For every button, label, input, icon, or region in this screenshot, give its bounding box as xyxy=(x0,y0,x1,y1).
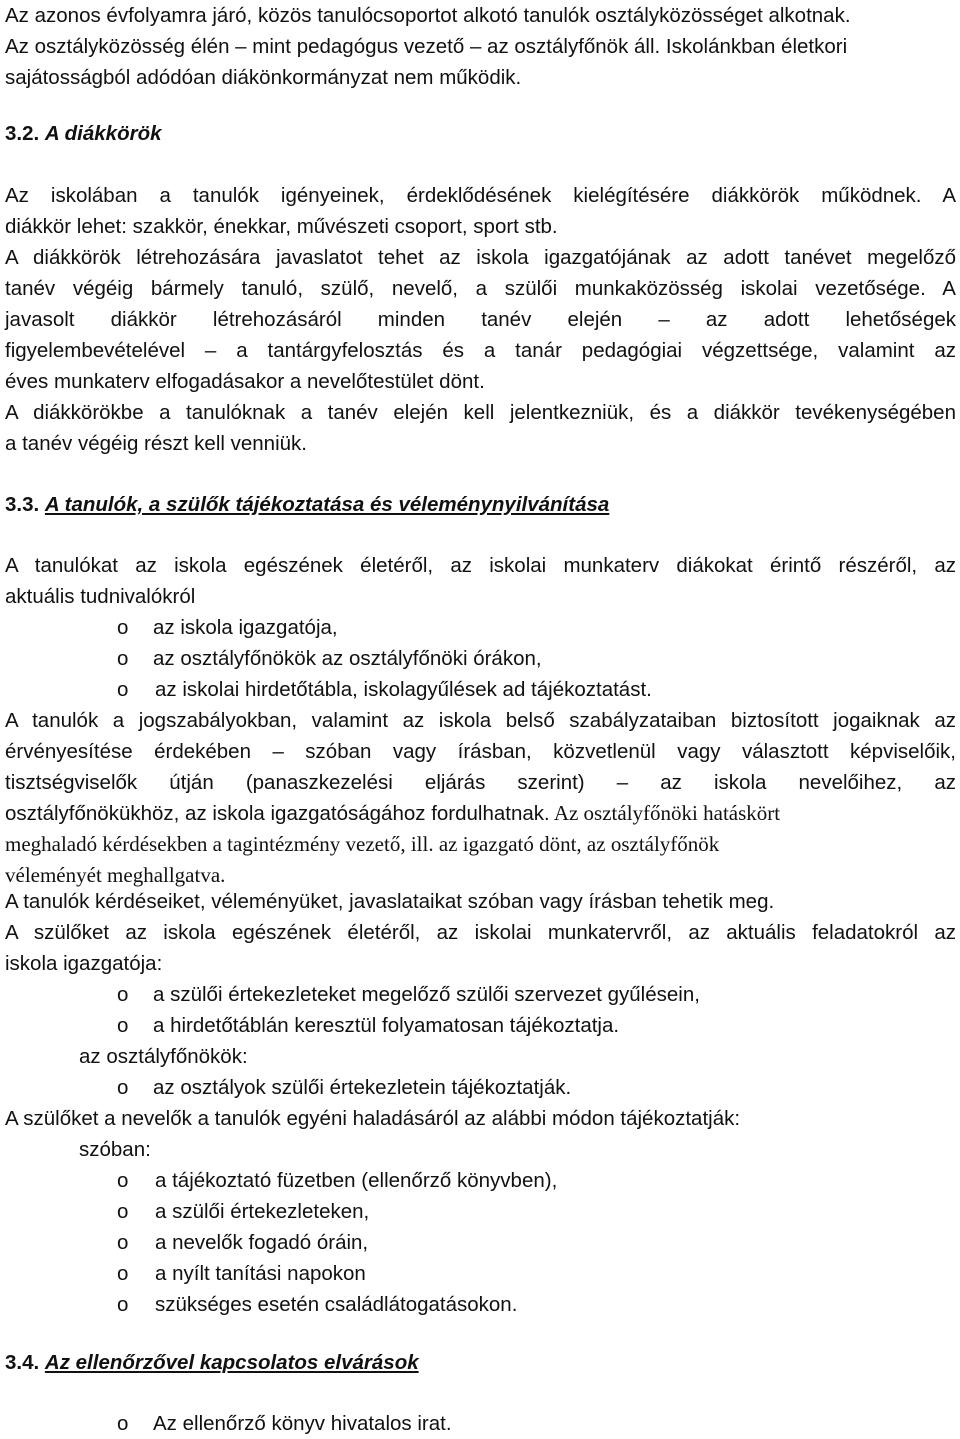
paragraph-line: A szülőket a nevelők a tanulók egyéni haladásáról az alábbi módon tájékoztatják: xyxy=(5,1107,741,1130)
paragraph-line: meghaladó kérdésekben a tagintézmény vezető, ill. az igazgató dönt, az osztályfőnök xyxy=(5,832,720,856)
bullet-marker: o xyxy=(117,1200,129,1223)
bullet-marker: o xyxy=(117,678,129,701)
list-item: o a szülői értekezleteket megelőző szülői szervezet gyűlésein, xyxy=(117,979,817,1010)
section-number: 3.4. xyxy=(5,1351,40,1374)
bullet-marker: o xyxy=(117,1014,129,1037)
paragraph-line: A tanulók kérdéseiket, véleményüket, javaslataikat szóban vagy írásban tehetik meg. xyxy=(5,890,775,913)
section-heading-3-4 xyxy=(5,1347,956,1378)
paragraph-line: sajátosságból adódóan diákönkormányzat nem működik. xyxy=(5,66,522,89)
section-title: A tanulók, a szülők tájékoztatása és véleménynyilvánítása xyxy=(44,493,610,516)
bullet-marker: o xyxy=(117,1076,129,1099)
paragraph-line: a tanév végéig részt kell venniük. xyxy=(5,432,307,455)
paragraph-line: A tanulók a jogszabályokban, valamint az iskola belső szabályzataiban biztosított jogaiknak az xyxy=(5,709,956,732)
section-heading-3-2 xyxy=(5,118,956,149)
paragraph-line-mixed: osztályfőnökükhöz, az iskola igazgatóságához fordulhatnak. Az osztályfőnöki hatáskört xyxy=(5,801,781,825)
bullet-marker: o xyxy=(117,1169,129,1192)
list-item: o a hirdetőtáblán keresztül folyamatosan tájékoztatja. xyxy=(117,1010,817,1041)
bullet-marker: o xyxy=(117,647,129,670)
paragraph-line: éves munkaterv elfogadásakor a nevelőtestület dönt. xyxy=(5,370,485,393)
paragraph-line: figyelembevételével – a tantárgyfelosztás és a tanár pedagógiai végzettsége, valamint az xyxy=(5,339,956,362)
list-item: o az iskolai hirdetőtábla, iskolagyűlések ad tájékoztatást. xyxy=(117,674,767,705)
list-item: o az iskola igazgatója, xyxy=(117,612,617,643)
list-item: o a szülői értekezleteken, xyxy=(117,1196,817,1227)
section-title: Az ellenőrzővel kapcsolatos elvárások xyxy=(44,1351,419,1374)
paragraph-line: A szülőket az iskola egészének életéről, az iskolai munkatervről, az aktuális feladatokról az xyxy=(5,921,956,944)
sub-label: az osztályfőnökök: xyxy=(79,1045,248,1068)
paragraph-line: Az azonos évfolyamra járó, közös tanulócsoportot alkotó tanulók osztályközösséget alkotnak. xyxy=(5,4,851,27)
bullet-marker: o xyxy=(117,983,129,1006)
paragraph-line: tanév végéig bármely tanuló, szülő, nevelő, a szülői munkaközösség iskolai vezetősége. A xyxy=(5,277,956,300)
list-item: o a nevelők fogadó óráin, xyxy=(117,1227,817,1258)
paragraph-line: Az iskolában a tanulók igényeinek, érdeklődésének kielégítésére diákkörök működnek. A xyxy=(5,184,956,207)
paragraph-line: iskola igazgatója: xyxy=(5,952,163,975)
paragraph-line: javasolt diákkör létrehozásáról minden tanév elején – az adott lehetőségek xyxy=(5,308,956,331)
bullet-marker: o xyxy=(117,1262,129,1285)
list-item: o az osztályfőnökök az osztályfőnöki órákon, xyxy=(117,643,717,674)
list-item: o az osztályok szülői értekezletein tájékoztatják. xyxy=(117,1072,817,1103)
section-number: 3.2. xyxy=(5,122,40,145)
paragraph-line: diákkör lehet: szakkör, énekkar, művészeti csoport, sport stb. xyxy=(5,215,558,238)
bullet-marker: o xyxy=(117,616,129,639)
paragraph-line: aktuális tudnivalókról xyxy=(5,585,196,608)
paragraph-line: A diákkörök létrehozására javaslatot tehet az iskola igazgatójának az adott tanévet megelőző xyxy=(5,246,956,269)
bullet-marker: o xyxy=(117,1231,129,1254)
list-item: o Az ellenőrző könyv hivatalos irat. xyxy=(117,1408,817,1439)
paragraph-line: tisztségviselők útján (panaszkezelési eljárás szerint) – az iskola nevelőihez, az xyxy=(5,771,956,794)
list-item: o a nyílt tanítási napokon xyxy=(117,1258,817,1289)
list-item: o szükséges esetén családlátogatásokon. xyxy=(117,1289,817,1320)
section-heading-3-3 xyxy=(5,489,956,520)
section-title: A diákkörök xyxy=(44,122,162,145)
paragraph-line: Az osztályközösség élén – mint pedagógus vezető – az osztályfőnök áll. Iskolánkban életkori xyxy=(5,35,848,58)
paragraph-line: véleményét meghallgatva. xyxy=(5,863,226,887)
section-number: 3.3. xyxy=(5,493,40,516)
bullet-marker: o xyxy=(117,1293,129,1316)
bullet-marker: o xyxy=(117,1412,129,1435)
paragraph-line: A diákkörökbe a tanulóknak a tanév elején kell jelentkezniük, és a diákkör tevékenységében xyxy=(5,401,956,424)
paragraph-line: érvényesítése érdekében – szóban vagy írásban, közvetlenül vagy választott képviselőik, xyxy=(5,740,956,763)
sub-label: szóban: xyxy=(79,1138,151,1161)
list-item: o a tájékoztató füzetben (ellenőrző könyvben), xyxy=(117,1165,817,1196)
paragraph-line: A tanulókat az iskola egészének életéről, az iskolai munkaterv diákokat érintő részéről, az xyxy=(5,554,956,577)
